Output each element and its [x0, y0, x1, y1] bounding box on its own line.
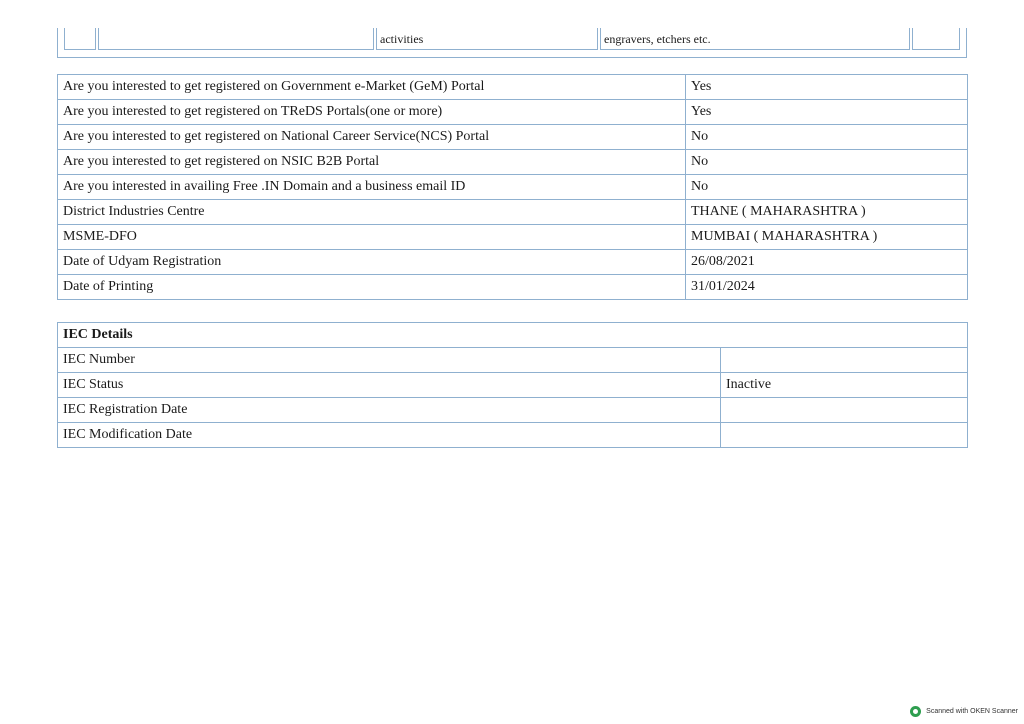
- row-value: Yes: [686, 75, 968, 100]
- iec-heading-row: [58, 323, 968, 348]
- row-label: District Industries Centre: [58, 200, 686, 225]
- table-row: [58, 373, 968, 398]
- row-label: IEC Registration Date: [58, 398, 721, 423]
- table-row: [58, 275, 968, 300]
- table-row: [58, 250, 968, 275]
- row-value: THANE ( MAHARASHTRA ): [686, 200, 968, 225]
- row-label: Are you interested to get registered on National Career Service(NCS) Portal: [58, 125, 686, 150]
- iec-details-table: [57, 322, 968, 448]
- row-value: [721, 348, 968, 373]
- row-value: 31/01/2024: [686, 275, 968, 300]
- row-label: IEC Modification Date: [58, 423, 721, 448]
- fragment-cell-activities: activities: [376, 28, 598, 50]
- row-label: IEC Status: [58, 373, 721, 398]
- fragment-cell-5: [912, 28, 960, 50]
- table-row: [58, 348, 968, 373]
- table-row: [58, 423, 968, 448]
- row-label: MSME-DFO: [58, 225, 686, 250]
- table-row: [58, 200, 968, 225]
- previous-table-fragment: [57, 28, 967, 58]
- row-label: Are you interested to get registered on Government e-Market (GeM) Portal: [58, 75, 686, 100]
- fragment-cell-engravers: engravers, etchers etc.: [600, 28, 910, 50]
- row-label: Date of Printing: [58, 275, 686, 300]
- fragment-cell-2: [98, 28, 374, 50]
- row-label: Are you interested to get registered on TReDS Portals(one or more): [58, 100, 686, 125]
- scanner-footer-text: Scanned with OKEN Scanner: [926, 708, 1018, 715]
- row-value: No: [686, 175, 968, 200]
- iec-heading: IEC Details: [58, 323, 968, 348]
- table-row: [58, 125, 968, 150]
- table-row: [58, 175, 968, 200]
- scanner-watermark: [910, 706, 1018, 717]
- table-row: [58, 150, 968, 175]
- row-label: Date of Udyam Registration: [58, 250, 686, 275]
- row-value: [721, 398, 968, 423]
- registration-interest-table: [57, 74, 968, 300]
- row-label: Are you interested in availing Free .IN Domain and a business email ID: [58, 175, 686, 200]
- table-row: [58, 75, 968, 100]
- row-label: Are you interested to get registered on NSIC B2B Portal: [58, 150, 686, 175]
- table-row: [58, 398, 968, 423]
- table-row: [58, 225, 968, 250]
- row-value: No: [686, 150, 968, 175]
- row-value: Inactive: [721, 373, 968, 398]
- row-value: [721, 423, 968, 448]
- row-value: MUMBAI ( MAHARASHTRA ): [686, 225, 968, 250]
- oken-scanner-logo-icon: [910, 706, 921, 717]
- table-row: [58, 100, 968, 125]
- row-value: 26/08/2021: [686, 250, 968, 275]
- row-value: No: [686, 125, 968, 150]
- row-value: Yes: [686, 100, 968, 125]
- fragment-cell-1: [64, 28, 96, 50]
- row-label: IEC Number: [58, 348, 721, 373]
